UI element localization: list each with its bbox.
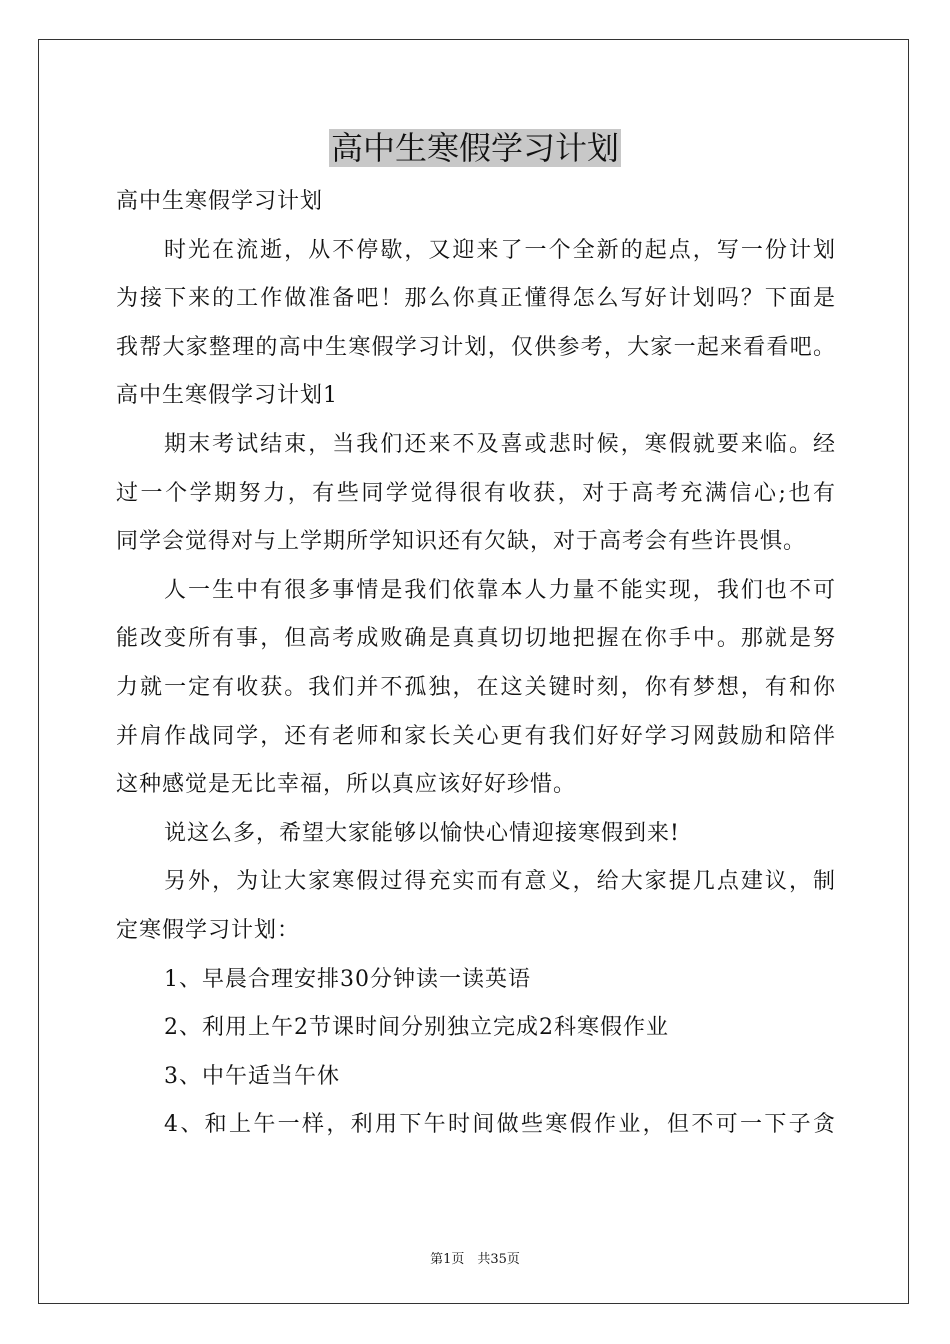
- text-line: 说这么多，希望大家能够以愉快心情迎接寒假到来!: [164, 820, 680, 846]
- text-line: 高中生寒假学习计划1: [116, 383, 338, 409]
- text-line: 高中生寒假学习计划: [116, 189, 324, 214]
- text-line: 力就一定有收获。我们并不孤独，在这关键时刻，你有梦想，有和你: [116, 674, 836, 700]
- text-line: 人一生中有很多事情是我们依靠本人力量不能实现，我们也不可: [164, 577, 836, 603]
- text-line: 时光在流逝，从不停歇，又迎来了一个全新的起点，写一份计划: [164, 237, 836, 263]
- document-title-wrapper: [0, 126, 950, 170]
- text-line: 4、和上午一样，利用下午时间做些寒假作业，但不可一下子贪: [164, 1112, 836, 1138]
- text-line: 期末考试结束，当我们还来不及喜或悲时候，寒假就要来临。经: [164, 431, 836, 457]
- text-line: 3、中午适当午休: [164, 1063, 340, 1089]
- text-line: 另外，为让大家寒假过得充实而有意义，给大家提几点建议，制: [164, 869, 836, 895]
- text-line: 为接下来的工作做准备吧！那么你真正懂得怎么写好计划吗？下面是: [116, 286, 836, 312]
- text-line: 能改变所有事，但高考成败确是真真切切地把握在你手中。那就是努: [116, 626, 836, 652]
- text-line: 定寒假学习计划：: [116, 917, 301, 943]
- document-title: 高中生寒假学习计划: [330, 129, 619, 167]
- text-line: 并肩作战同学，还有老师和家长关心更有我们好好学习网鼓励和陪伴: [116, 723, 836, 749]
- text-line: 这种感觉是无比幸福，所以真应该好好珍惜。: [116, 772, 577, 798]
- document-body: [116, 178, 836, 1150]
- text-line: 1、早晨合理安排30分钟读一读英语: [164, 966, 531, 992]
- page-footer: 第1页 共35页: [430, 1252, 520, 1267]
- text-line: 2、利用上午2节课时间分别独立完成2科寒假作业: [164, 1015, 669, 1041]
- text-line: 同学会觉得对与上学期所学知识还有欠缺，对于高考会有些许畏惧。: [116, 529, 807, 555]
- text-line: 过一个学期努力，有些同学觉得很有收获，对于高考充满信心;也有: [116, 480, 836, 506]
- text-line: 我帮大家整理的高中生寒假学习计划，仅供参考，大家一起来看看吧。: [116, 334, 836, 360]
